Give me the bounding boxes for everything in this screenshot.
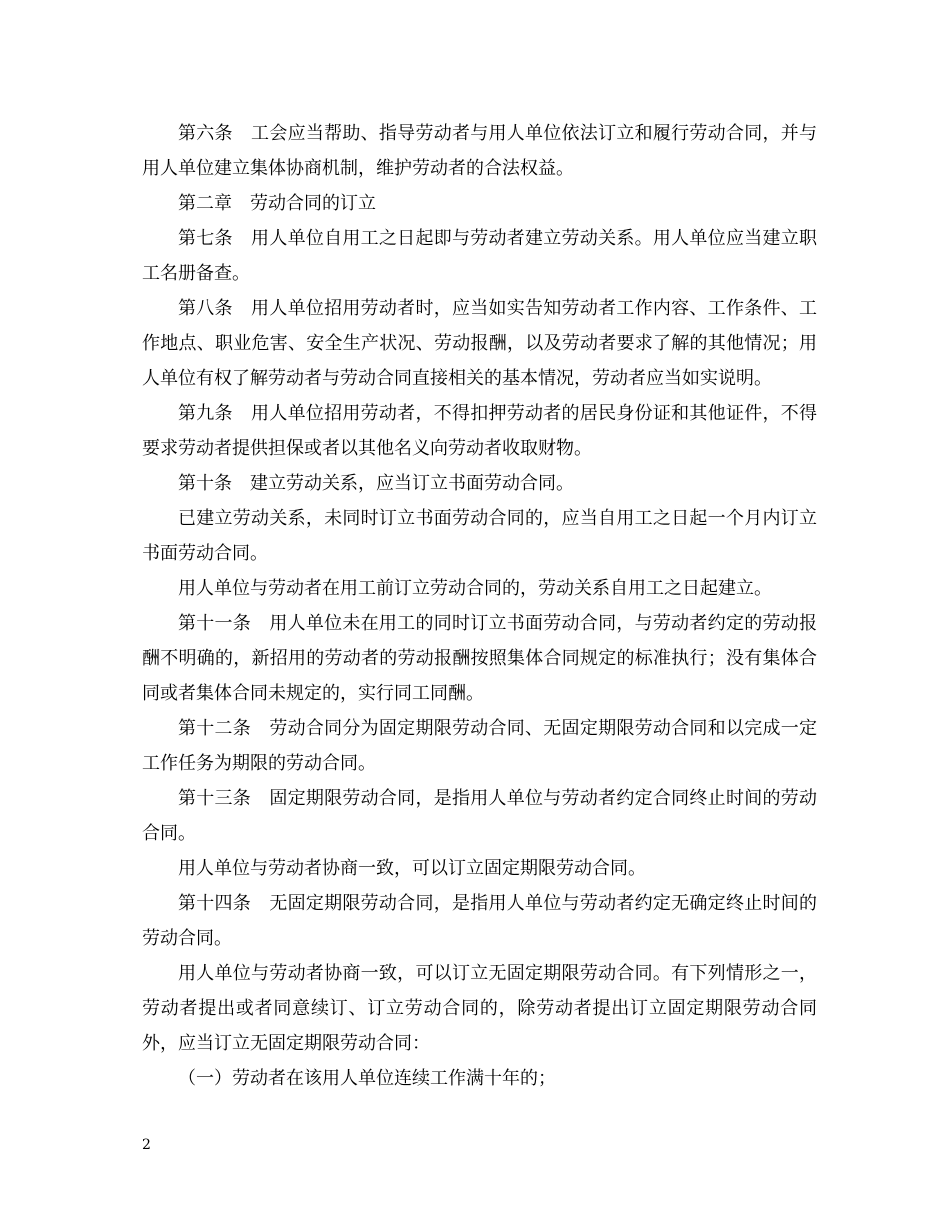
- paragraph-article-9: 第九条 用人单位招用劳动者，不得扣押劳动者的居民身份证和其他证件，不得要求劳动者提供担保或者以其他名义向劳动者收取财物。: [142, 403, 817, 459]
- paragraph-article-13: 第十三条 固定期限劳动合同，是指用人单位与劳动者约定合同终止时间的劳动合同。: [142, 788, 817, 844]
- paragraph-article-10: 第十条 建立劳动关系，应当订立书面劳动合同。: [178, 473, 574, 494]
- paragraph-article-6: 第六条 工会应当帮助、指导劳动者与用人单位依法订立和履行劳动合同，并与用人单位建立集体协商机制，维护劳动者的合法权益。: [142, 123, 817, 179]
- paragraph-article-7: 第七条 用人单位自用工之日起即与劳动者建立劳动关系。用人单位应当建立职工名册备查。: [142, 228, 817, 284]
- page-number: 2: [142, 1137, 151, 1153]
- paragraph-article-11: 第十一条 用人单位未在用工的同时订立书面劳动合同，与劳动者约定的劳动报酬不明确的，新招用的劳动者的劳动报酬按照集体合同规定的标准执行；没有集体合同或者集体合同未规定的，实行同工同酬。: [142, 613, 817, 704]
- paragraph-article-14: 第十四条 无固定期限劳动合同，是指用人单位与劳动者约定无确定终止时间的劳动合同。: [142, 893, 817, 949]
- document-body: [142, 116, 817, 1096]
- paragraph-article-14-item-1: （一）劳动者在该用人单位连续工作满十年的；: [178, 1068, 556, 1089]
- chapter-heading: 第二章 劳动合同的订立: [178, 193, 376, 214]
- paragraph-article-10-clause-2: 已建立劳动关系，未同时订立书面劳动合同的，应当自用工之日起一个月内订立书面劳动合同。: [142, 508, 817, 564]
- paragraph-article-13-clause-2: 用人单位与劳动者协商一致，可以订立固定期限劳动合同。: [178, 858, 646, 879]
- paragraph-article-10-clause-3: 用人单位与劳动者在用工前订立劳动合同的，劳动关系自用工之日起建立。: [178, 578, 772, 599]
- paragraph-article-14-clause-2: 用人单位与劳动者协商一致，可以订立无固定期限劳动合同。有下列情形之一，劳动者提出或者同意续订、订立劳动合同的，除劳动者提出订立固定期限劳动合同外，应当订立无固定期限劳动合同：: [142, 963, 817, 1054]
- paragraph-article-8: 第八条 用人单位招用劳动者时，应当如实告知劳动者工作内容、工作条件、工作地点、职业危害、安全生产状况、劳动报酬，以及劳动者要求了解的其他情况；用人单位有权了解劳动者与劳动合同直接相关的基本情况，劳动者应当如实说明。: [142, 298, 817, 389]
- paragraph-article-12: 第十二条 劳动合同分为固定期限劳动合同、无固定期限劳动合同和以完成一定工作任务为期限的劳动合同。: [142, 718, 817, 774]
